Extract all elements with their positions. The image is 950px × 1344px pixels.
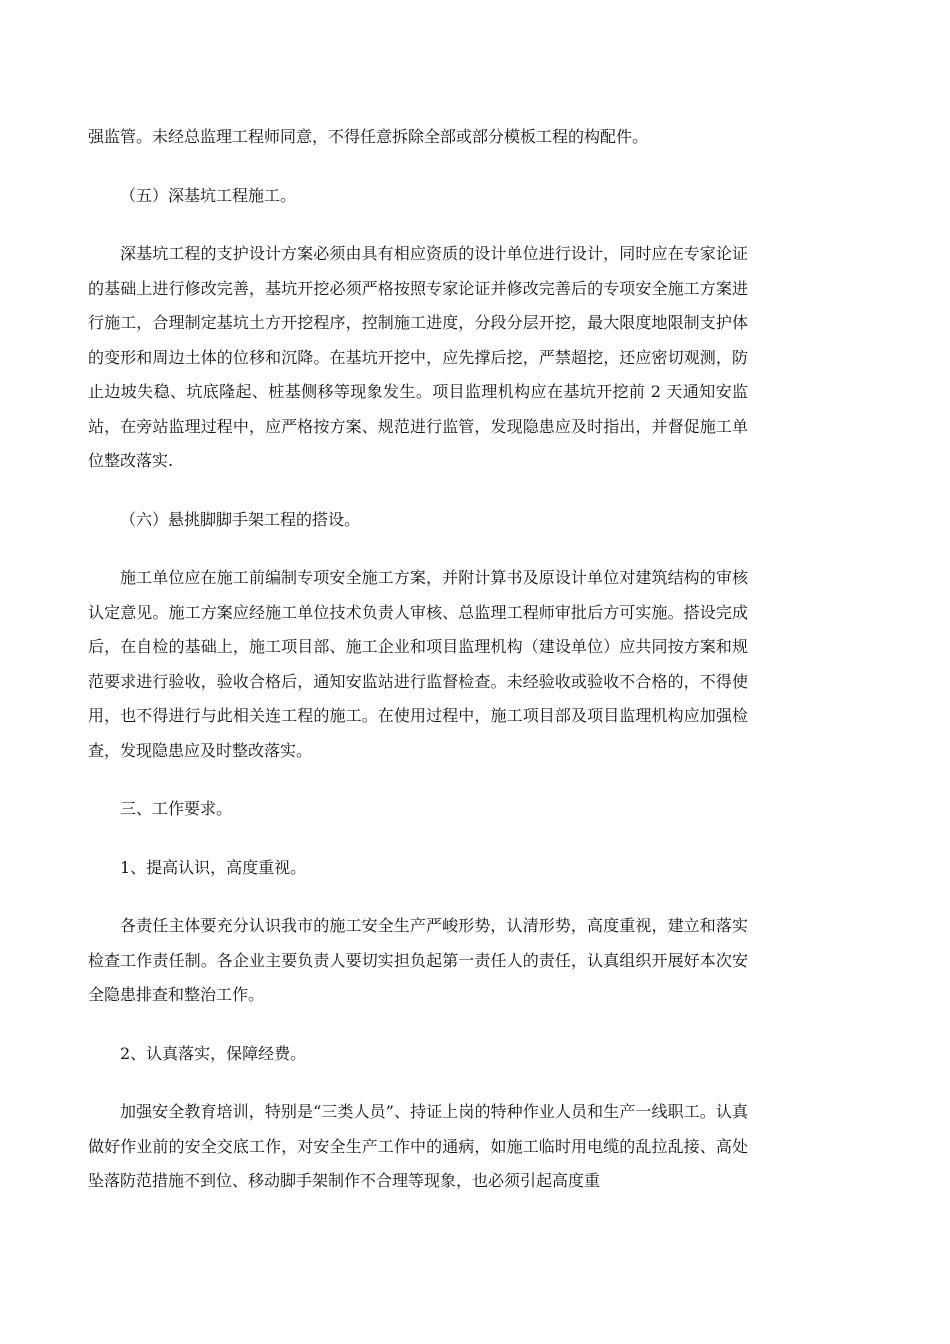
section-heading-6: （六）悬挑脚脚手架工程的搭设。 xyxy=(120,509,361,529)
paragraph-training: 加强安全教育培训，特别是“三类人员”、持证上岗的特种作业人员和生产一线职工。认真做好作业前的安全交底工作，对安全生产工作中的通病，如施工临时用电缆的乱拉乱接、高处坠落防范措施不到位、移动脚手架制作不合理等现象，也必须引起高度重 xyxy=(88,1102,748,1190)
section-heading-5: （五）深基坑工程施工。 xyxy=(120,185,297,205)
document-body xyxy=(88,120,748,1223)
section-heading-work-requirements: 三、工作要求。 xyxy=(120,799,233,818)
paragraph-deep-foundation: 深基坑工程的支护设计方案必须由具有相应资质的设计单位进行设计，同时应在专家论证的基础上进行修改完善，基坑开挖必须严格按照专家论证并修改完善后的专项安全施工方案进行施工，合理制定基坑土方开挖程序，控制施工进度，分段分层开挖，最大限度地限制支护体的变形和周边土体的位移和沉降。在基坑开挖中，应先撑后挖，严禁超挖，还应密切观测，防止边坡失稳、坑底隆起、桩基侧移等现象发生。项目监理机构应在基坑开挖前 2 天通知安监站，在旁站监理过程中，应严格按方案、规范进行监管，发现隐患应及时指出，并督促施工单位整改落实. xyxy=(88,244,748,470)
paragraph-scaffold: 施工单位应在施工前编制专项安全施工方案，并附计算书及原设计单位对建筑结构的审核认定意见。施工方案应经施工单位技术负责人审核、总监理工程师审批后方可实施。搭设完成后，在自检的基础上，施工项目部、施工企业和项目监理机构（建设单位）应共同按方案和规范要求进行验收，验收合格后，通知安监站进行监督检查。未经验收或验收不合格的，不得使用，也不得进行与此相关连工程的施工。在使用过程中，施工项目部及项目监理机构应加强检查，发现隐患应及时整改落实。 xyxy=(88,568,748,760)
subheading-2: 2、认真落实，保障经费。 xyxy=(120,1043,307,1063)
subheading-1: 1、提高认识，高度重视。 xyxy=(120,857,307,877)
paragraph-awareness: 各责任主体要充分认识我市的施工安全生产严峻形势，认清形势，高度重视，建立和落实检查工作责任制。各企业主要负责人要切实担负起第一责任人的责任，认真组织开展好本次安全隐患排查和整治工作。 xyxy=(88,916,748,1004)
paragraph-continued: 强监管。未经总监理工程师同意，不得任意拆除全部或部分模板工程的构配件。 xyxy=(88,127,649,146)
